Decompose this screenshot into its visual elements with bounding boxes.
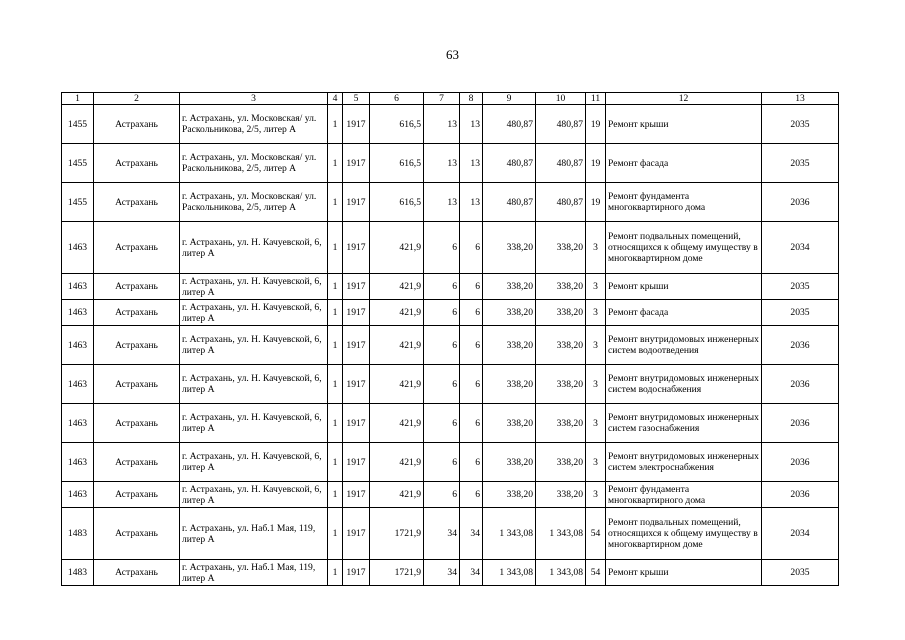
area-cell: 421,9 [370,274,424,300]
column-10-cell: 1 343,08 [536,508,586,560]
column-9-cell: 338,20 [483,365,536,404]
plan-year-cell: 2035 [762,560,839,586]
column-10-cell: 338,20 [536,300,586,326]
column-8-cell: 34 [460,508,483,560]
row-number-cell: 1463 [62,404,94,443]
plan-year-cell: 2036 [762,404,839,443]
work-type-cell: Ремонт крыши [606,105,762,144]
column-number-cell: 3 [180,93,328,105]
column-4-cell: 1 [328,105,343,144]
column-7-cell: 6 [424,300,460,326]
address-cell: г. Астрахань, ул. Наб.1 Мая, 119, литер А [180,560,328,586]
column-4-cell: 1 [328,365,343,404]
year-cell: 1917 [343,222,370,274]
plan-year-cell: 2034 [762,508,839,560]
year-cell: 1917 [343,183,370,222]
column-7-cell: 34 [424,560,460,586]
city-cell: Астрахань [94,274,180,300]
plan-year-cell: 2036 [762,482,839,508]
column-7-cell: 13 [424,144,460,183]
plan-year-cell: 2036 [762,183,839,222]
year-cell: 1917 [343,326,370,365]
area-cell: 421,9 [370,300,424,326]
row-number-cell: 1463 [62,300,94,326]
area-cell: 1721,9 [370,560,424,586]
column-number-row [62,93,839,105]
column-9-cell: 1 343,08 [483,508,536,560]
row-number-cell: 1463 [62,365,94,404]
city-cell: Астрахань [94,365,180,404]
column-4-cell: 1 [328,508,343,560]
row-number-cell: 1463 [62,482,94,508]
address-cell: г. Астрахань, ул. Московская/ ул. Раскольникова, 2/5, литер А [180,144,328,183]
column-8-cell: 6 [460,404,483,443]
year-cell: 1917 [343,274,370,300]
column-number-cell: 9 [483,93,536,105]
row-number-cell: 1455 [62,144,94,183]
column-11-cell: 3 [586,482,606,508]
city-cell: Астрахань [94,326,180,365]
column-7-cell: 34 [424,508,460,560]
table-row [62,404,839,443]
year-cell: 1917 [343,365,370,404]
table-row [62,508,839,560]
row-number-cell: 1455 [62,183,94,222]
column-number-cell: 12 [606,93,762,105]
table-row [62,326,839,365]
table-row [62,482,839,508]
column-8-cell: 13 [460,144,483,183]
area-cell: 421,9 [370,365,424,404]
column-7-cell: 6 [424,482,460,508]
year-cell: 1917 [343,144,370,183]
city-cell: Астрахань [94,404,180,443]
area-cell: 616,5 [370,144,424,183]
area-cell: 616,5 [370,105,424,144]
address-cell: г. Астрахань, ул. Н. Качуевской, 6, литер А [180,482,328,508]
column-9-cell: 480,87 [483,144,536,183]
column-9-cell: 338,20 [483,300,536,326]
table-row [62,443,839,482]
plan-year-cell: 2035 [762,274,839,300]
city-cell: Астрахань [94,300,180,326]
column-number-cell: 2 [94,93,180,105]
column-11-cell: 3 [586,443,606,482]
column-8-cell: 6 [460,300,483,326]
city-cell: Астрахань [94,183,180,222]
column-number-cell: 13 [762,93,839,105]
column-8-cell: 6 [460,326,483,365]
address-cell: г. Астрахань, ул. Наб.1 Мая, 119, литер А [180,508,328,560]
column-11-cell: 54 [586,508,606,560]
address-cell: г. Астрахань, ул. Н. Качуевской, 6, литер А [180,443,328,482]
column-8-cell: 6 [460,482,483,508]
column-10-cell: 338,20 [536,365,586,404]
row-number-cell: 1463 [62,326,94,365]
page-number: 63 [446,47,459,62]
plan-year-cell: 2036 [762,443,839,482]
column-8-cell: 13 [460,183,483,222]
work-type-cell: Ремонт фасада [606,300,762,326]
column-10-cell: 1 343,08 [536,560,586,586]
column-11-cell: 3 [586,326,606,365]
table-row [62,274,839,300]
plan-year-cell: 2034 [762,222,839,274]
year-cell: 1917 [343,508,370,560]
year-cell: 1917 [343,404,370,443]
row-number-cell: 1455 [62,105,94,144]
work-type-cell: Ремонт крыши [606,560,762,586]
table-row [62,144,839,183]
column-11-cell: 54 [586,560,606,586]
column-4-cell: 1 [328,300,343,326]
column-number-cell: 7 [424,93,460,105]
year-cell: 1917 [343,443,370,482]
column-4-cell: 1 [328,274,343,300]
area-cell: 421,9 [370,326,424,365]
address-cell: г. Астрахань, ул. Московская/ ул. Раскольникова, 2/5, литер А [180,105,328,144]
column-number-cell: 6 [370,93,424,105]
area-cell: 421,9 [370,404,424,443]
work-type-cell: Ремонт подвальных помещений, относящихся к общему имуществу в многоквартирном доме [606,508,762,560]
column-7-cell: 6 [424,443,460,482]
column-8-cell: 6 [460,443,483,482]
table-row [62,105,839,144]
column-8-cell: 13 [460,105,483,144]
column-11-cell: 3 [586,300,606,326]
column-9-cell: 338,20 [483,404,536,443]
row-number-cell: 1463 [62,222,94,274]
column-4-cell: 1 [328,222,343,274]
column-7-cell: 6 [424,326,460,365]
column-9-cell: 1 343,08 [483,560,536,586]
work-type-cell: Ремонт фасада [606,144,762,183]
area-cell: 616,5 [370,183,424,222]
column-8-cell: 6 [460,274,483,300]
column-11-cell: 19 [586,105,606,144]
column-7-cell: 6 [424,404,460,443]
plan-year-cell: 2036 [762,326,839,365]
column-4-cell: 1 [328,326,343,365]
column-10-cell: 338,20 [536,404,586,443]
column-10-cell: 338,20 [536,222,586,274]
column-4-cell: 1 [328,404,343,443]
column-9-cell: 338,20 [483,326,536,365]
table-row [62,365,839,404]
column-10-cell: 480,87 [536,183,586,222]
column-11-cell: 3 [586,274,606,300]
column-number-cell: 5 [343,93,370,105]
address-cell: г. Астрахань, ул. Н. Качуевской, 6, литер А [180,274,328,300]
column-9-cell: 480,87 [483,183,536,222]
column-11-cell: 3 [586,365,606,404]
area-cell: 1721,9 [370,508,424,560]
plan-year-cell: 2035 [762,300,839,326]
address-cell: г. Астрахань, ул. Н. Качуевской, 6, литер А [180,365,328,404]
work-type-cell: Ремонт внутридомовых инженерных систем водоотведения [606,326,762,365]
column-11-cell: 3 [586,222,606,274]
column-9-cell: 338,20 [483,222,536,274]
column-10-cell: 338,20 [536,443,586,482]
row-number-cell: 1483 [62,560,94,586]
area-cell: 421,9 [370,443,424,482]
work-type-cell: Ремонт фундамента многоквартирного дома [606,183,762,222]
area-cell: 421,9 [370,222,424,274]
city-cell: Астрахань [94,144,180,183]
column-11-cell: 3 [586,404,606,443]
row-number-cell: 1483 [62,508,94,560]
work-type-cell: Ремонт подвальных помещений, относящихся к общему имуществу в многоквартирном доме [606,222,762,274]
table-row [62,222,839,274]
work-type-cell: Ремонт внутридомовых инженерных систем электроснабжения [606,443,762,482]
column-7-cell: 6 [424,365,460,404]
column-10-cell: 480,87 [536,105,586,144]
year-cell: 1917 [343,105,370,144]
column-10-cell: 480,87 [536,144,586,183]
city-cell: Астрахань [94,443,180,482]
city-cell: Астрахань [94,105,180,144]
row-number-cell: 1463 [62,443,94,482]
city-cell: Астрахань [94,560,180,586]
column-8-cell: 6 [460,222,483,274]
column-8-cell: 34 [460,560,483,586]
column-7-cell: 13 [424,183,460,222]
column-7-cell: 6 [424,222,460,274]
column-10-cell: 338,20 [536,482,586,508]
column-number-cell: 1 [62,93,94,105]
year-cell: 1917 [343,482,370,508]
column-9-cell: 338,20 [483,482,536,508]
table-row [62,560,839,586]
column-9-cell: 480,87 [483,105,536,144]
address-cell: г. Астрахань, ул. Н. Качуевской, 6, литер А [180,222,328,274]
column-4-cell: 1 [328,560,343,586]
column-9-cell: 338,20 [483,443,536,482]
city-cell: Астрахань [94,482,180,508]
plan-year-cell: 2035 [762,144,839,183]
column-11-cell: 19 [586,144,606,183]
column-10-cell: 338,20 [536,274,586,300]
table-row [62,183,839,222]
column-4-cell: 1 [328,183,343,222]
column-11-cell: 19 [586,183,606,222]
column-9-cell: 338,20 [483,274,536,300]
column-4-cell: 1 [328,443,343,482]
column-7-cell: 13 [424,105,460,144]
work-type-cell: Ремонт крыши [606,274,762,300]
work-type-cell: Ремонт фундамента многоквартирного дома [606,482,762,508]
address-cell: г. Астрахань, ул. Московская/ ул. Раскольникова, 2/5, литер А [180,183,328,222]
column-7-cell: 6 [424,274,460,300]
table-body [62,93,839,586]
address-cell: г. Астрахань, ул. Н. Качуевской, 6, литер А [180,404,328,443]
column-number-cell: 4 [328,93,343,105]
city-cell: Астрахань [94,222,180,274]
registry-table [61,92,839,586]
year-cell: 1917 [343,300,370,326]
plan-year-cell: 2035 [762,105,839,144]
area-cell: 421,9 [370,482,424,508]
column-8-cell: 6 [460,365,483,404]
address-cell: г. Астрахань, ул. Н. Качуевской, 6, литер А [180,326,328,365]
column-number-cell: 11 [586,93,606,105]
column-number-cell: 10 [536,93,586,105]
work-type-cell: Ремонт внутридомовых инженерных систем водоснабжения [606,365,762,404]
table-row [62,300,839,326]
column-4-cell: 1 [328,144,343,183]
column-4-cell: 1 [328,482,343,508]
plan-year-cell: 2036 [762,365,839,404]
year-cell: 1917 [343,560,370,586]
work-type-cell: Ремонт внутридомовых инженерных систем газоснабжения [606,404,762,443]
column-number-cell: 8 [460,93,483,105]
column-10-cell: 338,20 [536,326,586,365]
row-number-cell: 1463 [62,274,94,300]
city-cell: Астрахань [94,508,180,560]
address-cell: г. Астрахань, ул. Н. Качуевской, 6, литер А [180,300,328,326]
